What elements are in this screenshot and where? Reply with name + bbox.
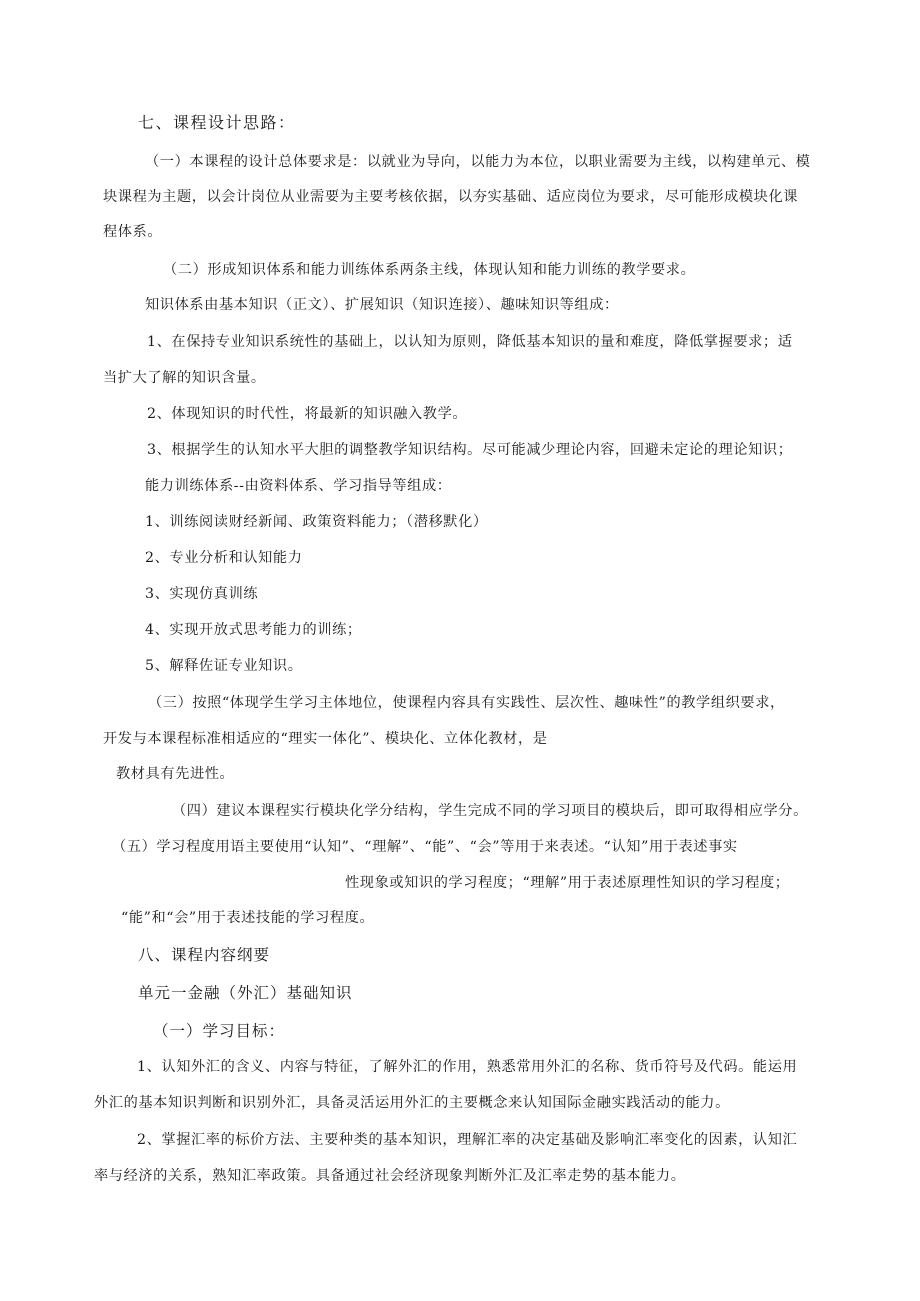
goal-2-line-2: 率与经济的关系，熟知汇率政策。具备通过社会经济现象判断外汇及汇率走势的基本能力。 [94,1168,686,1184]
ability-item-4: 4、实现开放式思考能力的训练； [145,622,362,638]
goal-2-line-1: 2、掌握汇率的标价方法、主要种类的基本知识，理解汇率的决定基础及影响汇率变化的因素，认知汇 [137,1132,798,1148]
learning-goals-heading: （一）学习目标： [153,1022,286,1040]
knowledge-intro: 知识体系由基本知识（正文）、扩展知识（知识连接）、趣味知识等组成： [145,297,619,313]
paragraph-3-line-3: 教材具有先进性。 [116,766,235,782]
paragraph-1-line-3: 程体系。 [103,224,163,240]
section-8-heading: 八、课程内容纲要 [138,946,271,964]
paragraph-3-line-2: 开发与本课程标准相适应的“理实一体化”、模块化、立体化教材，是 [103,731,548,747]
paragraph-1-line-2: 块课程为主题，以会计岗位从业需要为主要考核依据，以夯实基础、适应岗位为要求，尽可能形成模块化课 [103,189,799,205]
paragraph-4: （四）建议本课程实行模块化学分结构，学生完成不同的学习项目的模块后，即可取得相应学分。 [172,803,808,819]
knowledge-item-1-line-1: 1、在保持专业知识系统性的基础上，以认知为原则，降低基本知识的量和难度，降低掌握要求；适 [147,334,793,350]
goal-1-line-1: 1、认知外汇的含义、内容与特征，了解外汇的作用，熟悉常用外汇的名称、货币符号及代码。能运用 [137,1059,798,1075]
ability-intro: 能力训练体系--由资料体系、学习指导等组成： [145,478,452,494]
section-7-heading: 七、课程设计思路： [138,113,296,132]
ability-item-3: 3、实现仿真训练 [145,586,259,602]
goal-1-line-2: 外汇的基本知识判断和识别外汇，具备灵活运用外汇的主要概念来认知国际金融实践活动的能力。 [94,1095,730,1111]
knowledge-item-1-line-2: 当扩大了解的知识含量。 [103,370,266,386]
knowledge-item-2: 2、体现知识的时代性，将最新的知识融入教学。 [147,406,468,422]
ability-item-2: 2、专业分析和认知能力 [145,550,303,566]
knowledge-item-3: 3、根据学生的认知水平大胆的调整教学知识结构。尽可能减少理论内容，回避未定论的理论知识； [147,442,793,458]
unit-1-title: 单元一金融（外汇）基础知识 [138,984,353,1002]
ability-item-1: 1、训练阅读财经新闻、政策资料能力；（潜移默化） [145,514,488,530]
ability-item-5: 5、解释佐证专业知识。 [145,658,303,674]
paragraph-5-line-1: （五）学习程度用语主要使用“认知”、“理解”、“能”、“会”等用于来表述。“认知”用于表述事实 [112,839,738,855]
paragraph-5-line-3: “能”和“会”用于表述技能的学习程度。 [121,910,375,926]
paragraph-2: （二）形成知识体系和能力训练体系两条主线，体现认知和能力训练的教学要求。 [163,262,696,278]
paragraph-3-line-1: （三）按照“体现学生学习主体地位，使课程内容具有实践性、层次性、趣味性”的教学组织要求， [148,695,785,711]
paragraph-1-line-1: （一）本课程的设计总体要求是：以就业为导向，以能力为本位，以职业需要为主线，以构建单元、模 [145,154,811,170]
paragraph-5-line-2: 性现象或知识的学习程度；“理解”用于表述原理性知识的学习程度； [345,875,790,891]
